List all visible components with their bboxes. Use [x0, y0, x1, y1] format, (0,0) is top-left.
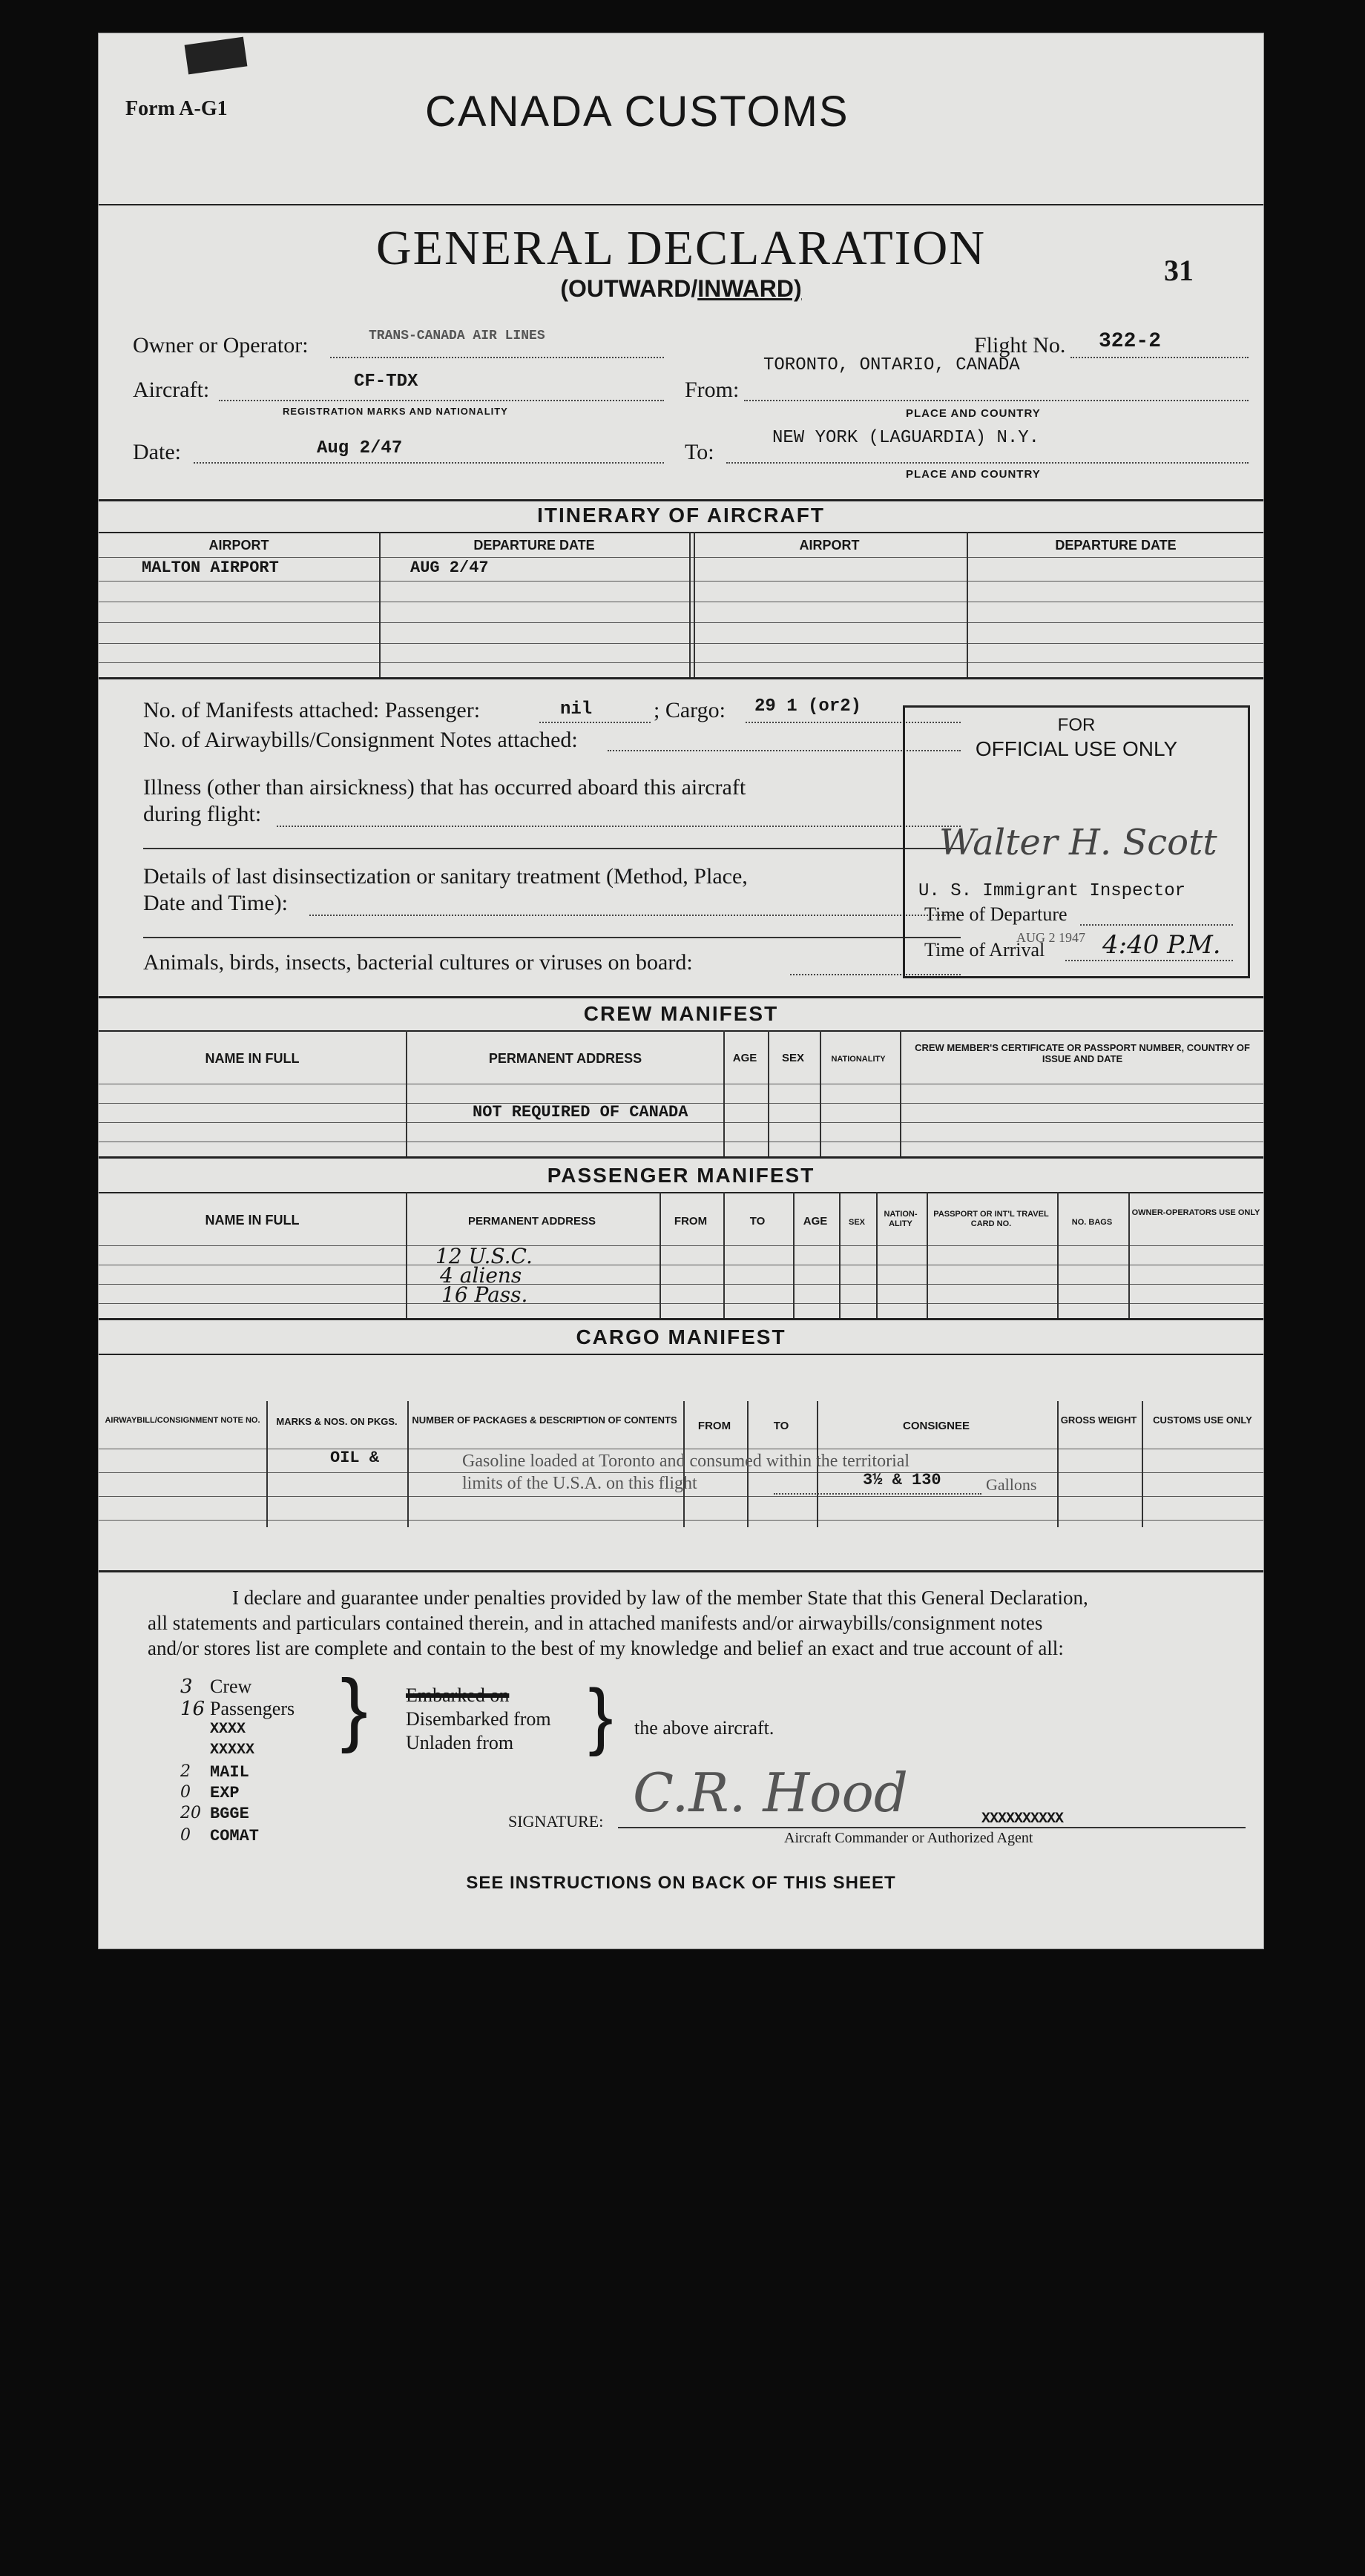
- passenger-col-divider: [406, 1192, 407, 1318]
- signatory-caption: Aircraft Commander or Authorized Agent: [784, 1830, 1033, 1846]
- from-label: From:: [685, 378, 740, 402]
- crew-top-rule: [99, 996, 1263, 998]
- crew-col-nationality: NATIONALITY: [831, 1055, 886, 1064]
- passenger-note: 4 aliens: [440, 1263, 522, 1288]
- cargo-col-marks: MARKS & NOS. ON PKGS.: [276, 1416, 398, 1427]
- passenger-col-divider: [723, 1192, 725, 1318]
- cargo-col-gross-weight: GROSS WEIGHT: [1060, 1414, 1137, 1426]
- item-count: 0: [180, 1826, 191, 1845]
- gasoline-unit: Gallons: [986, 1475, 1037, 1494]
- passenger-row-line: [99, 1303, 1263, 1304]
- cargo-head-rule: [99, 1354, 1263, 1355]
- disinsect-label-2: Date and Time):: [143, 891, 288, 915]
- cargo-row-line: [99, 1472, 1263, 1473]
- crew-col-age: AGE: [732, 1052, 757, 1064]
- cargo-col-divider: [266, 1401, 268, 1527]
- declaration-item: [180, 1676, 343, 1698]
- gasoline-line-2: limits of the U.S.A. on this flight: [462, 1474, 697, 1493]
- passenger-heading: PASSENGER MANIFEST: [547, 1164, 815, 1187]
- disinsect-label-1: Details of last disinsectization or sanitary treatment (Method, Place,: [143, 864, 748, 889]
- action-embarked: [406, 1684, 509, 1707]
- cargo-col-divider: [1057, 1401, 1059, 1527]
- passenger-col-address: PERMANENT ADDRESS: [468, 1215, 596, 1228]
- disinsect-field-underline: [143, 937, 961, 938]
- passenger-col-age: AGE: [803, 1215, 828, 1228]
- form-title: GENERAL DECLARATION: [376, 221, 986, 275]
- action-disembarked: Disembarked from: [406, 1708, 551, 1730]
- crew-col-certificate: CREW MEMBER'S CERTIFICATE OR PASSPORT NUMBER, COUNTRY OF ISSUE AND DATE: [915, 1042, 1250, 1064]
- crew-col-divider: [406, 1030, 407, 1156]
- item-label: Crew: [210, 1676, 252, 1697]
- passenger-bottom-rule: [99, 1318, 1263, 1320]
- passenger-col-divider: [660, 1192, 661, 1318]
- left-brace: }: [341, 1663, 368, 1754]
- official-use-box: [903, 705, 1250, 978]
- declaration-item: [180, 1825, 343, 1848]
- itinerary-airport-value: MALTON AIRPORT: [142, 559, 279, 577]
- itinerary-col-divider: [967, 532, 968, 677]
- arrival-time-label: Time of Arrival: [924, 939, 1045, 961]
- cargo-col-divider: [1142, 1401, 1143, 1527]
- itinerary-row-line: [99, 557, 1263, 558]
- to-label: To:: [685, 440, 714, 464]
- illness-label-1: Illness (other than airsickness) that has occurred aboard this aircraft: [143, 775, 746, 800]
- inspector-signature: Walter H. Scott: [939, 822, 1217, 863]
- declaration-text-1: I declare and guarantee under penalties provided by law of the member State that this General Declaration,: [232, 1587, 1088, 1609]
- cargo-row-line: [99, 1496, 1263, 1497]
- cargo-col-airwaybill: AIRWAYBILL/CONSIGNMENT NOTE NO.: [105, 1416, 260, 1425]
- itinerary-heading: ITINERARY OF AIRCRAFT: [537, 504, 825, 527]
- owner-value: TRANS-CANADA AIR LINES: [369, 329, 545, 343]
- crew-col-sex: SEX: [781, 1052, 804, 1064]
- passenger-row-line: [99, 1245, 1263, 1246]
- itinerary-col-divider: [694, 532, 695, 677]
- commander-stamp: XXXXXXXXXX: [981, 1811, 1064, 1828]
- itinerary-col-divider: [379, 532, 381, 677]
- crew-row-line: [99, 1122, 1263, 1123]
- agency-title: CANADA CUSTOMS: [425, 88, 849, 136]
- itinerary-departure-value: AUG 2/47: [410, 559, 489, 577]
- declaration-text-2: all statements and particulars contained therein, and in attached manifests and/or airwaybills/consignment notes: [148, 1612, 1043, 1634]
- action-unladen: Unladen from: [406, 1732, 514, 1753]
- itinerary-top-rule: [99, 499, 1263, 501]
- cargo-col-from: FROM: [697, 1420, 731, 1432]
- instructions-footer: SEE INSTRUCTIONS ON BACK OF THIS SHEET: [466, 1873, 896, 1893]
- aircraft-value: CF-TDX: [354, 372, 418, 392]
- crew-head-rule: [99, 1030, 1263, 1032]
- from-field-line: [744, 400, 1249, 401]
- item-count: 20: [180, 1804, 201, 1822]
- passenger-col-divider: [793, 1192, 795, 1318]
- illness-field-line: [277, 826, 961, 827]
- crew-col-divider: [768, 1030, 769, 1156]
- crew-col-divider: [900, 1030, 901, 1156]
- from-value: TORONTO, ONTARIO, CANADA: [763, 355, 1020, 375]
- to-caption: PLACE AND COUNTRY: [906, 468, 1041, 481]
- itinerary-col-airport-2: AIRPORT: [799, 538, 860, 553]
- passenger-col-divider: [876, 1192, 878, 1318]
- animals-label: Animals, birds, insects, bacterial cultures or viruses on board:: [143, 950, 693, 975]
- item-label: COMAT: [210, 1827, 260, 1845]
- commander-signature: C.R. Hood: [633, 1762, 908, 1824]
- owner-label: Owner or Operator:: [133, 333, 309, 358]
- passenger-col-divider: [1057, 1192, 1059, 1318]
- crew-not-required-note: NOT REQUIRED OF CANADA: [473, 1103, 688, 1121]
- itinerary-head-rule: [99, 532, 1263, 533]
- header-divider: [99, 204, 1263, 205]
- passenger-col-name: NAME IN FULL: [205, 1213, 300, 1228]
- signature-line: [618, 1827, 1246, 1828]
- arrival-date-stamp: AUG 2 1947: [1016, 930, 1085, 945]
- declaration-text-3: and/or stores list are complete and contain to the best of my knowledge and belief an exact and true account of all:: [148, 1637, 1064, 1659]
- declaration-form: [98, 33, 1264, 1949]
- page-number: 31: [1164, 254, 1194, 287]
- action-embarked-text: Embarked on: [406, 1684, 510, 1706]
- itinerary-row-line: [99, 622, 1263, 623]
- date-field-line: [194, 462, 664, 464]
- item-count: 3: [180, 1676, 193, 1698]
- crew-col-divider: [723, 1030, 725, 1156]
- passenger-note: 16 Pass.: [441, 1282, 528, 1307]
- declaration-item: [180, 1698, 343, 1720]
- item-count: 16: [180, 1698, 205, 1720]
- passenger-col-bags: NO. BAGS: [1071, 1218, 1113, 1227]
- cargo-col-to: TO: [773, 1420, 789, 1432]
- to-field-line: [726, 462, 1249, 464]
- arrival-time-value: 4:40 P.M.: [1102, 930, 1221, 960]
- aircraft-caption: REGISTRATION MARKS AND NATIONALITY: [283, 406, 508, 417]
- cargo-heading: CARGO MANIFEST: [576, 1325, 786, 1348]
- cargo-col-consignee: CONSIGNEE: [902, 1420, 970, 1432]
- direction-subtitle: [99, 275, 1263, 303]
- signature-label: SIGNATURE:: [508, 1812, 604, 1831]
- inspector-stamp: U. S. Immigrant Inspector: [918, 881, 1186, 901]
- gasoline-amount: 3½ & 130: [863, 1471, 941, 1489]
- itinerary-row-line: [99, 581, 1263, 582]
- passenger-col-divider: [927, 1192, 928, 1318]
- from-caption: PLACE AND COUNTRY: [906, 407, 1041, 420]
- manifests-label: [143, 698, 480, 723]
- itinerary-col-departure-2: DEPARTURE DATE: [1055, 538, 1177, 553]
- passenger-row-line: [99, 1284, 1263, 1285]
- cargo-col-customs: CUSTOMS USE ONLY: [1153, 1414, 1252, 1426]
- passenger-col-to: TO: [749, 1215, 766, 1228]
- itinerary-row-line: [99, 662, 1263, 663]
- disinsect-field-line: [309, 915, 961, 916]
- declaration-item: [180, 1782, 343, 1803]
- action-suffix: the above aircraft.: [634, 1717, 774, 1739]
- passenger-note: 12 U.S.C.: [435, 1244, 533, 1268]
- gasoline-amount-line: [774, 1493, 981, 1495]
- passenger-col-divider: [1128, 1192, 1130, 1318]
- itinerary-col-airport-1: AIRPORT: [208, 538, 269, 553]
- declaration-item: [180, 1803, 343, 1825]
- passenger-col-owner-use: OWNER-OPERATORS USE ONLY: [1131, 1208, 1260, 1217]
- passenger-col-passport: PASSPORT OR INT'L TRAVEL CARD NO.: [933, 1210, 1049, 1228]
- passenger-field-line: [539, 722, 651, 723]
- item-label: XXXXX: [210, 1742, 255, 1759]
- passenger-col-sex: SEX: [848, 1218, 865, 1227]
- cargo-marks-value: OIL &: [330, 1449, 380, 1467]
- flight-no-value: 322-2: [1099, 330, 1162, 353]
- date-label: Date:: [133, 440, 181, 464]
- flight-no-label: Flight No.: [974, 333, 1066, 358]
- cargo-col-divider: [407, 1401, 409, 1527]
- crew-col-address: PERMANENT ADDRESS: [488, 1051, 642, 1066]
- passenger-manifest-value: nil: [560, 699, 593, 719]
- passenger-label: Passenger:: [384, 698, 481, 722]
- declaration-item: [180, 1720, 343, 1741]
- itinerary-col-divider: [689, 532, 691, 677]
- passenger-col-from: FROM: [674, 1215, 708, 1228]
- gasoline-line-1: Gasoline loaded at Toronto and consumed within the territorial: [462, 1452, 910, 1471]
- departure-time-line: [1080, 924, 1233, 926]
- itinerary-row-line: [99, 643, 1263, 644]
- item-label: BGGE: [210, 1805, 249, 1823]
- official-box-line2: OFFICIAL USE ONLY: [975, 737, 1178, 760]
- official-box-line1: FOR: [1057, 715, 1096, 735]
- cargo-bottom-rule: [99, 1570, 1263, 1572]
- itinerary-bottom-rule: [99, 677, 1263, 679]
- cargo-manifest-value: 29 1 (or2): [754, 696, 862, 717]
- passenger-col-nationality: NATION-ALITY: [884, 1210, 918, 1228]
- item-label: XXXX: [210, 1721, 246, 1738]
- item-label: MAIL: [210, 1763, 249, 1782]
- passenger-head-rule: [99, 1192, 1263, 1193]
- torn-corner-mark: [185, 37, 248, 75]
- aircraft-label: Aircraft:: [133, 378, 210, 402]
- inward-label: INWARD): [697, 275, 802, 302]
- item-count: 0: [180, 1783, 191, 1802]
- arrival-time-line: [1065, 960, 1233, 961]
- date-value: Aug 2/47: [317, 438, 403, 458]
- itinerary-col-departure-1: DEPARTURE DATE: [473, 538, 595, 553]
- departure-time-label: Time of Departure: [924, 903, 1068, 925]
- cargo-row-line: [99, 1520, 1263, 1521]
- cargo-col-packages: NUMBER OF PACKAGES & DESCRIPTION OF CONTENTS: [412, 1414, 677, 1426]
- declaration-item: [180, 1741, 343, 1762]
- illness-field-underline: [143, 848, 961, 849]
- right-brace: }: [588, 1674, 614, 1757]
- illness-label-2: during flight:: [143, 802, 262, 826]
- item-label: Passengers: [210, 1698, 295, 1719]
- item-label: EXP: [210, 1784, 240, 1802]
- direction-separator: /: [691, 275, 698, 302]
- declaration-item: [180, 1762, 343, 1782]
- passenger-col-divider: [839, 1192, 841, 1318]
- manifests-label-text: No. of Manifests attached:: [143, 698, 380, 722]
- aircraft-field-line: [219, 400, 664, 401]
- cargo-label: ; Cargo:: [654, 698, 726, 722]
- declaration-item-list: [180, 1676, 343, 1848]
- airwaybills-label: No. of Airwaybills/Consignment Notes attached:: [143, 728, 578, 752]
- flight-no-field-line: [1070, 357, 1249, 358]
- to-value: NEW YORK (LAGUARDIA) N.Y.: [772, 428, 1040, 448]
- crew-heading: CREW MANIFEST: [583, 1002, 779, 1025]
- crew-col-divider: [820, 1030, 821, 1156]
- outward-label: (OUTWARD: [560, 275, 691, 302]
- owner-field-line: [330, 357, 664, 358]
- item-count: 2: [180, 1762, 191, 1781]
- crew-bottom-rule: [99, 1156, 1263, 1159]
- form-id: Form A-G1: [125, 97, 228, 120]
- crew-col-name: NAME IN FULL: [205, 1051, 300, 1066]
